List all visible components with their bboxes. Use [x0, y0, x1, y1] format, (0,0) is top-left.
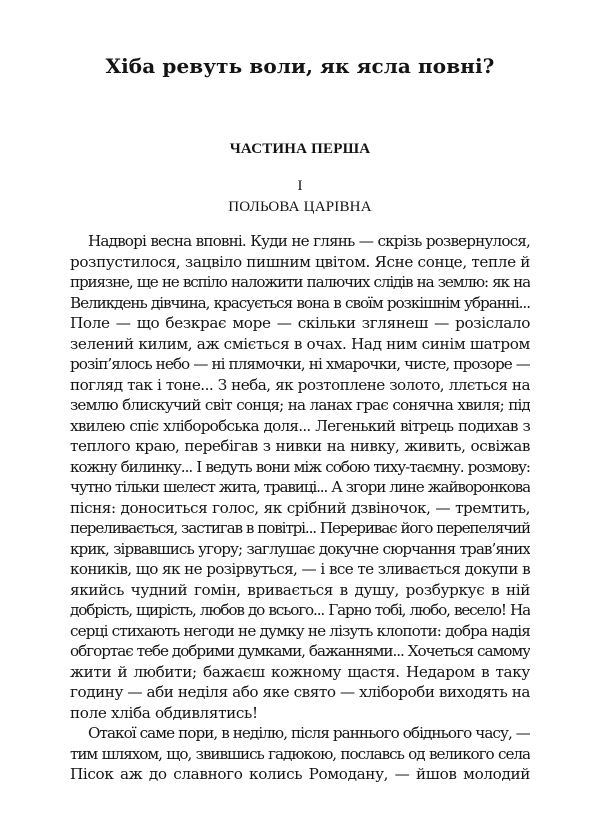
text-line: Отакої саме пори, в неділю, після раннього обіднього часу, —	[88, 724, 530, 742]
text-line: Поле — що безкрає море — скільки зглянеш — розіслало	[70, 314, 530, 332]
text-line: розіп’ялось небо — ні плямочки, ні хмарочки, чисте, прозоре —	[70, 355, 530, 373]
body-text	[70, 231, 530, 785]
text-line: тим шляхом, що, звившись гадюкою, пославсь од великого села	[70, 744, 530, 763]
book-title: Хіба ревуть воли, як ясла повні?	[105, 54, 495, 78]
text-line: жити й любити; бажаєш кожному щастя. Недаром в таку	[70, 662, 530, 681]
text-line: переливається, застигав в повітрі... Перериває його перепелячий	[70, 519, 530, 537]
text-line: землю блискучий світ сонця; на ланах грає сонячна хвиля; під	[70, 396, 530, 414]
chapter-number: I	[297, 178, 303, 194]
text-line: погляд так і тоне... З неба, як розтоплене золото, ллється на	[70, 375, 530, 394]
text-line: теплого краю, перебігав з нивки на нивку, живить, освіжав	[70, 437, 530, 455]
text-line: обгортає тебе добрими думками, бажаннями... Хочеться самому	[70, 642, 530, 660]
text-line: Великдень дівчина, красується вона в своїм розкішнім убранні...	[70, 293, 530, 312]
text-line: добрість, щирість, любов до всього... Гарно тобі, любо, весело! На	[70, 601, 530, 619]
text-line: годину — аби неділя або яке свято — хлібороби виходять на	[70, 683, 530, 701]
paragraph-1	[70, 231, 530, 723]
text-line: кожну билинку... І ведуть вони між собою тиху-таємну. розмову:	[70, 457, 530, 476]
text-line: Надворі весна вповні. Куди не глянь — скрізь розвернулося,	[88, 232, 530, 250]
part-heading: ЧАСТИНА ПЕРША	[229, 141, 371, 157]
text-line: крик, зірвавшись угору; заглушає докучне сюрчання трав’яних	[70, 539, 530, 558]
text-line: зелений килим, аж сміється в очах. Над ним синім шатром	[70, 334, 530, 353]
text-line: коників, що як не розірвуться, — і все те зливається докупи в	[70, 560, 530, 578]
text-line: приязне, ще не вспіло наложити палючих слідів на землю: як на	[70, 273, 530, 291]
text-line: якийсь чудний гомін, вривається в душу, розбуркує в ній	[70, 580, 530, 599]
text-line: Пісок аж до славного колись Ромодану, — йшов молодий	[70, 765, 530, 783]
text-line: чутно тільки шелест жита, травиці... А згори лине жайворонкова	[70, 478, 530, 496]
text-line: розпустилося, зацвіло пишним цвітом. Ясне сонце, тепле й	[70, 252, 530, 271]
text-line: пісня: доноситься голос, як срібний дзвіночок, — тремтить,	[70, 498, 530, 517]
text-line: хвилею спіє хліборобська доля... Легенький вітрець подихав з	[70, 416, 530, 435]
chapter-title: ПОЛЬОВА ЦАРІВНА	[228, 199, 372, 215]
text-line: серці стихають негоди не думку не лізуть клопоти: добра надія	[70, 621, 530, 640]
paragraph-2	[70, 723, 530, 785]
text-line: поле хліба обдивлятись!	[70, 703, 258, 722]
